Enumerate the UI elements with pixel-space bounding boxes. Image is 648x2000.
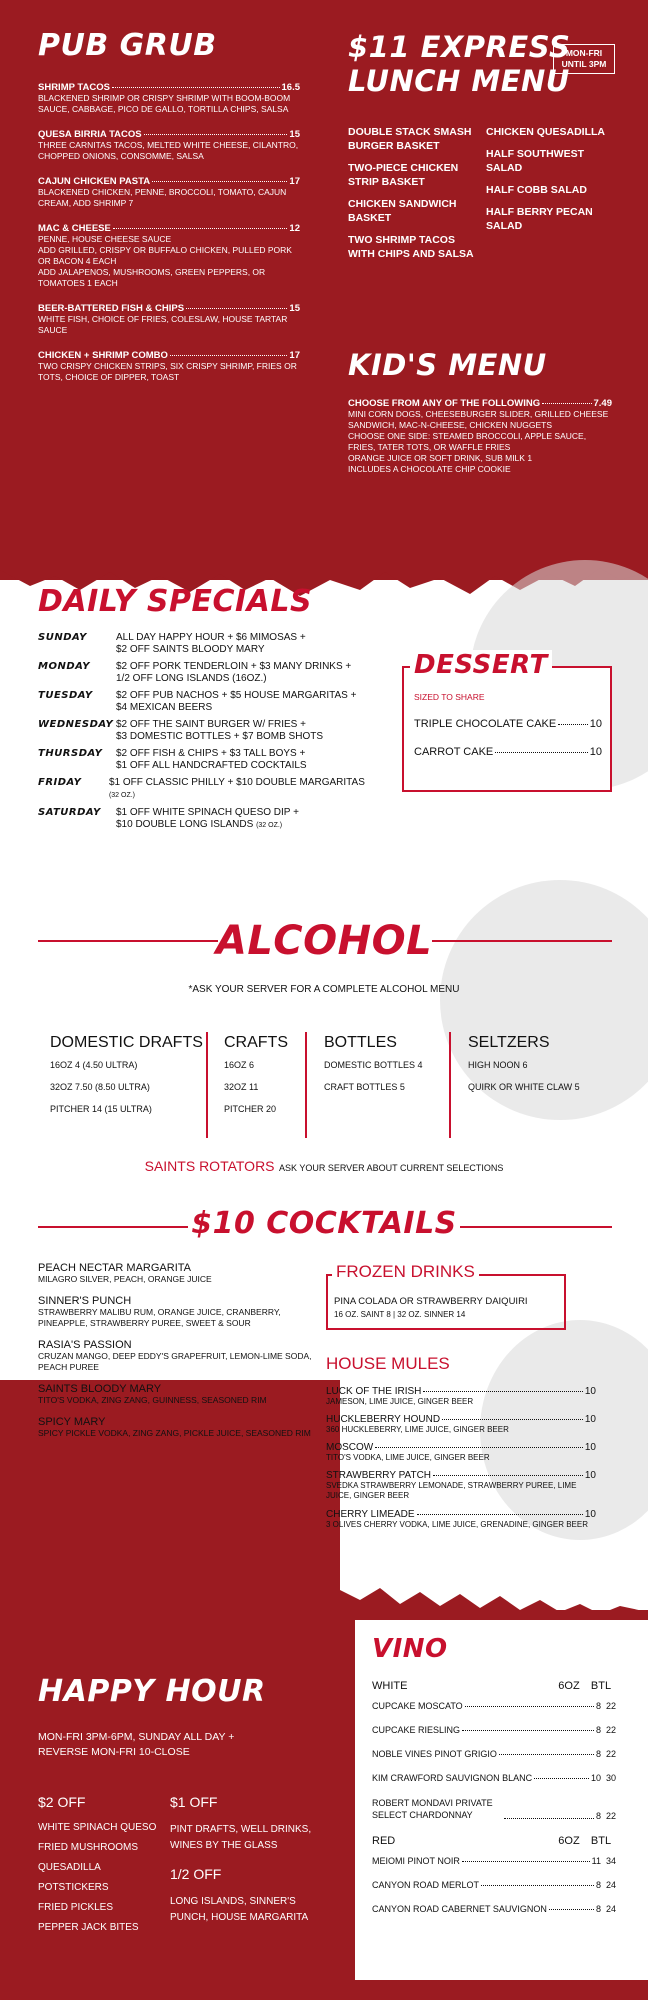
vino-title: VINO [372, 1634, 448, 1664]
column-title: BOTTLES [324, 1034, 397, 1051]
mule-item [326, 1386, 596, 1406]
mule-price: 10 [584, 1470, 596, 1481]
special-line: $1 OFF WHITE SPINACH QUESO DIP + [116, 807, 299, 818]
wine-name: MEIOMI PINOT NOIR [372, 1856, 460, 1866]
cocktails-list [38, 1262, 318, 1439]
item-desc: WHITE FISH, CHOICE OF FRIES, COLESLAW, HOUSE TARTAR SAUCE [38, 314, 288, 335]
special-note: (32 OZ.) [256, 822, 283, 829]
item-name: CAJUN CHICKEN PASTA [38, 176, 151, 187]
wine-row [372, 1749, 616, 1759]
column-line: PITCHER 14 (15 ULTRA) [50, 1104, 152, 1114]
rotators-label: SAINTS ROTATORS [144, 1158, 275, 1174]
special-day: SUNDAY [38, 632, 87, 643]
item-price: 15 [289, 303, 300, 314]
off2-item: POTSTICKERS [38, 1882, 109, 1893]
happy-hour-times [38, 1730, 234, 1760]
special-row [38, 748, 368, 772]
wine-glass: 10 [590, 1773, 601, 1783]
vino-header-white [372, 1680, 616, 1692]
wine-row [372, 1880, 616, 1890]
wine-row [372, 1797, 616, 1821]
lunch-item: CHICKEN QUESADILLA [486, 126, 606, 138]
mule-price: 10 [584, 1442, 596, 1453]
cocktail-item [38, 1383, 318, 1406]
mule-item [326, 1442, 596, 1462]
kids-line: INCLUDES A CHOCOLATE CHIP COOKIE [348, 464, 511, 474]
frozen-sub: 16 OZ. SAINT 8 | 32 OZ. SINNER 14 [334, 1310, 466, 1319]
cocktail-desc: MILAGRO SILVER, PEACH, ORANGE JUICE [38, 1274, 212, 1284]
kids-price: 7.49 [593, 398, 612, 409]
item-desc: BLACKENED CHICKEN, PENNE, BROCCOLI, TOMATO, CAJUN CREAM, ADD SHRIMP 7 [38, 187, 287, 208]
wine-name: KIM CRAWFORD SAUVIGNON BLANC [372, 1773, 533, 1783]
column-line: PITCHER 20 [224, 1104, 277, 1114]
item-desc: PENNE, HOUSE CHEESE SAUCE [38, 234, 172, 244]
off2-item: WHITE SPINACH QUESO [38, 1822, 157, 1833]
column-line: 16OZ 4 (4.50 ULTRA) [50, 1060, 138, 1070]
mule-item [326, 1414, 596, 1434]
badge-line: MON-FRI [565, 48, 603, 58]
dessert-subtitle: SIZED TO SHARE [414, 692, 485, 702]
column-line: 32OZ 7.50 (8.50 ULTRA) [50, 1082, 150, 1092]
wine-glass: 8 [595, 1749, 601, 1759]
item-desc: TWO CRISPY CHICKEN STRIPS, SIX CRISPY SHRIMP, FRIES OR TOTS, CHOICE OF DIPPER, TOAST [38, 361, 297, 382]
special-row [38, 719, 368, 743]
special-line: $2 OFF FISH & CHIPS + $3 TALL BOYS + [116, 748, 306, 759]
lunch-item: TWO SHRIMP TACOS WITH CHIPS AND SALSA [348, 234, 474, 260]
cocktail-desc: STRAWBERRY MALIBU RUM, ORANGE JUICE, CRANBERRY, PINEAPPLE, STRAWBERRY PUREE, SWEET & SOUR [38, 1307, 281, 1328]
dessert-name: CARROT CAKE [414, 746, 494, 758]
special-line: 1/2 OFF LONG ISLANDS (16OZ.) [116, 673, 267, 684]
mule-desc: JAMESON, LIME JUICE, GINGER BEER [326, 1397, 474, 1406]
vino-header-red [372, 1835, 616, 1847]
special-line: $2 OFF PORK TENDERLOIN + $3 MANY DRINKS + [116, 661, 352, 672]
lunch-item: HALF SOUTHWEST SALAD [486, 148, 584, 174]
pub-grub-list [38, 82, 300, 383]
special-line: $1 OFF ALL HANDCRAFTED COCKTAILS [116, 760, 307, 771]
special-line: $1 OFF CLASSIC PHILLY + $10 DOUBLE MARGARITAS [108, 777, 365, 788]
dessert-list [414, 718, 602, 758]
menu-item [38, 223, 300, 289]
special-day: FRIDAY [38, 777, 82, 788]
column-title: SELTZERS [468, 1034, 550, 1051]
wine-name: CUPCAKE MOSCATO [372, 1701, 463, 1711]
alcohol-column [468, 1034, 608, 1092]
mule-name: HUCKLEBERRY HOUND [326, 1414, 441, 1425]
cocktail-item [38, 1295, 318, 1329]
item-name: SHRIMP TACOS [38, 82, 110, 93]
lunch-item: HALF BERRY PECAN SALAD [486, 206, 593, 232]
item-price: 16.5 [281, 82, 300, 93]
special-row [38, 632, 368, 656]
express-lunch-title-line: LUNCH MENU [348, 64, 570, 98]
item-name: QUESA BIRRIA TACOS [38, 129, 142, 140]
off2-item: FRIED PICKLES [38, 1902, 114, 1913]
kids-menu-body [348, 398, 612, 475]
wine-btl: 22 [605, 1701, 616, 1711]
daily-specials-list [38, 632, 368, 832]
off2-item: FRIED MUSHROOMS [38, 1842, 138, 1853]
mule-desc: 3 OLIVES CHERRY VODKA, LIME JUICE, GRENADINE, GINGER BEER [326, 1520, 588, 1529]
mule-item [326, 1470, 596, 1501]
lunch-item: TWO-PIECE CHICKEN STRIP BASKET [348, 162, 459, 188]
dessert-item [414, 718, 602, 730]
mule-desc: SVEDKA STRAWBERRY LEMONADE, STRAWBERRY PUREE, LIME JUICE, GINGER BEER [326, 1481, 577, 1500]
special-line: $2 OFF SAINTS BLOODY MARY [116, 644, 265, 655]
express-lunch-title-line: $11 EXPRESS [348, 30, 571, 64]
vino-col-btl: BTL [590, 1835, 612, 1847]
wine-glass: 8 [595, 1904, 601, 1914]
special-day: WEDNESDAY [38, 719, 114, 730]
wine-glass: 8 [595, 1725, 601, 1735]
alcohol-column [324, 1034, 444, 1092]
column-divider [449, 1032, 451, 1138]
off1-title: $1 OFF [170, 1794, 218, 1810]
item-addon: ADD GRILLED, CRISPY OR BUFFALO CHICKEN, PULLED PORK OR BACON 4 EACH [38, 245, 292, 266]
dessert-title: DESSERT [410, 650, 552, 680]
off2-item: QUESADILLA [38, 1862, 101, 1873]
item-desc: BLACKENED SHRIMP OR CRISPY SHRIMP WITH BOOM-BOOM SAUCE, CABBAGE, PICO DE GALLO, TORTILLA CHIPS, SALSA [38, 93, 291, 114]
column-divider [206, 1032, 208, 1138]
wine-glass: 8 [595, 1811, 601, 1821]
express-lunch-left-list [348, 125, 478, 261]
menu-item [38, 129, 300, 162]
wine-row [372, 1701, 616, 1711]
mule-name: MOSCOW [326, 1442, 374, 1453]
kids-line: ORANGE JUICE OR SOFT DRINK, SUB MILK 1 [348, 453, 533, 463]
special-row [38, 777, 368, 802]
alcohol-column [50, 1034, 210, 1114]
column-line: QUIRK OR WHITE CLAW 5 [468, 1082, 580, 1092]
pub-grub-title: PUB GRUB [38, 28, 217, 63]
lunch-item: HALF COBB SALAD [486, 184, 587, 196]
menu-item [38, 350, 300, 383]
off2-title: $2 OFF [38, 1794, 86, 1810]
mule-price: 10 [584, 1414, 596, 1425]
cocktail-item [38, 1339, 318, 1373]
kids-line: MINI CORN DOGS, CHEESEBURGER SLIDER, GRILLED CHEESE SANDWICH, MAC-N-CHEESE, CHICKEN NUGGETS [348, 409, 609, 430]
cocktail-desc: SPICY PICKLE VODKA, ZING ZANG, PICKLE JUICE, SEASONED RIM [38, 1428, 311, 1438]
cocktail-desc: TITO'S VODKA, ZING ZANG, GUINNESS, SEASONED RIM [38, 1395, 267, 1405]
item-addon: ADD JALAPENOS, MUSHROOMS, GREEN PEPPERS, OR TOMATOES 1 EACH [38, 267, 266, 288]
lunch-item: CHICKEN SANDWICH BASKET [348, 198, 457, 224]
wine-btl: 22 [605, 1811, 616, 1821]
cocktail-name: RASIA'S PASSION [38, 1339, 132, 1351]
dessert-price: 10 [589, 746, 602, 758]
special-line: $10 DOUBLE LONG ISLANDS [116, 819, 254, 830]
cocktail-desc: CRUZAN MANGO, DEEP EDDY'S GRAPEFRUIT, LEMON-LIME SODA, PEACH PUREE [38, 1351, 312, 1372]
wine-name: NOBLE VINES PINOT GRIGIO [372, 1749, 497, 1759]
mule-item [326, 1509, 596, 1529]
item-name: MAC & CHEESE [38, 223, 111, 234]
vino-white-label: WHITE [372, 1680, 408, 1692]
cocktail-name: SINNER'S PUNCH [38, 1295, 132, 1307]
mule-name: LUCK OF THE IRISH [326, 1386, 422, 1397]
item-desc: THREE CARNITAS TACOS, MELTED WHITE CHEESE, CILANTRO, CHOPPED ONIONS, CONSOMME, SALSA [38, 140, 299, 161]
menu-item [38, 82, 300, 115]
happy-hour-2off [38, 1794, 163, 1933]
cocktail-name: SPICY MARY [38, 1416, 106, 1428]
column-line: CRAFT BOTTLES 5 [324, 1082, 405, 1092]
column-divider [305, 1032, 307, 1138]
frozen-title: FROZEN DRINKS [332, 1262, 479, 1282]
wine-btl: 34 [605, 1856, 616, 1866]
item-price: 17 [289, 350, 300, 361]
item-price: 17 [289, 176, 300, 187]
wine-row [372, 1904, 616, 1914]
off2-item: PEPPER JACK BITES [38, 1922, 139, 1933]
badge-line: UNTIL 3PM [561, 59, 607, 69]
daily-specials-title: DAILY SPECIALS [38, 584, 313, 619]
special-line: $2 OFF THE SAINT BURGER W/ FRIES + [116, 719, 306, 730]
column-line: 16OZ 6 [224, 1060, 255, 1070]
off1-text: PINT DRAFTS, WELL DRINKS, WINES BY THE GLASS [170, 1824, 312, 1851]
mules-list [326, 1386, 596, 1529]
wine-btl: 24 [605, 1904, 616, 1914]
happy-hour-time-line: REVERSE MON-FRI 10-CLOSE [38, 1746, 190, 1758]
cocktail-name: PEACH NECTAR MARGARITA [38, 1262, 191, 1274]
item-price: 15 [289, 129, 300, 140]
kids-line: CHOOSE ONE SIDE: STEAMED BROCCOLI, APPLE SAUCE, FRIES, TATER TOTS, OR WAFFLE FRIES [348, 431, 587, 452]
half-text: LONG ISLANDS, SINNER'S PUNCH, HOUSE MARGARITA [170, 1896, 309, 1923]
express-lunch-right-list [486, 125, 616, 233]
column-line: 32OZ 11 [224, 1082, 259, 1092]
menu-item [38, 176, 300, 209]
wine-btl: 22 [605, 1725, 616, 1735]
column-line: DOMESTIC BOTTLES 4 [324, 1060, 423, 1070]
item-price: 12 [289, 223, 300, 234]
mule-desc: TITO'S VODKA, LIME JUICE, GINGER BEER [326, 1453, 490, 1462]
happy-hour-title: HAPPY HOUR [38, 1674, 266, 1709]
wine-name: CUPCAKE RIESLING [372, 1725, 461, 1735]
dessert-name: TRIPLE CHOCOLATE CAKE [414, 718, 557, 730]
mules-title: HOUSE MULES [326, 1354, 450, 1373]
express-lunch-title [348, 30, 570, 98]
special-day: SATURDAY [38, 807, 101, 818]
special-day: TUESDAY [38, 690, 93, 701]
wine-glass: 8 [595, 1701, 601, 1711]
cocktail-name: SAINTS BLOODY MARY [38, 1383, 162, 1395]
happy-hour-1off [170, 1794, 320, 1926]
cocktail-item [38, 1262, 318, 1285]
wine-name: CANYON ROAD CABERNET SAUVIGNON [372, 1904, 547, 1914]
vino-red-label: RED [372, 1835, 396, 1847]
wine-row [372, 1725, 616, 1735]
rotators-note: ASK YOUR SERVER ABOUT CURRENT SELECTIONS [278, 1163, 504, 1173]
special-row [38, 661, 368, 685]
cocktails-title: $10 COCKTAILS [191, 1206, 457, 1241]
item-name: CHICKEN + SHRIMP COMBO [38, 350, 168, 361]
wine-row [372, 1773, 616, 1783]
mule-price: 10 [584, 1386, 596, 1397]
wine-name: CANYON ROAD MERLOT [372, 1880, 480, 1890]
express-lunch-badge [553, 44, 615, 74]
kids-heading: CHOOSE FROM ANY OF THE FOLLOWING [348, 398, 541, 409]
column-title: CRAFTS [224, 1034, 288, 1051]
dessert-item [414, 746, 602, 758]
special-row [38, 807, 368, 832]
alcohol-column [224, 1034, 304, 1114]
column-title: DOMESTIC DRAFTS [50, 1034, 203, 1051]
special-row [38, 690, 368, 714]
wine-glass: 11 [591, 1856, 601, 1866]
menu-item [38, 303, 300, 336]
wine-row [372, 1856, 616, 1866]
mule-price: 10 [584, 1509, 596, 1520]
alcohol-note: *ASK YOUR SERVER FOR A COMPLETE ALCOHOL MENU [188, 984, 460, 995]
mule-name: STRAWBERRY PATCH [326, 1470, 432, 1481]
happy-hour-time-line: MON-FRI 3PM-6PM, SUNDAY ALL DAY + [38, 1731, 235, 1743]
special-line: ALL DAY HAPPY HOUR + $6 MIMOSAS + [116, 632, 306, 643]
special-line: $3 DOMESTIC BOTTLES + $7 BOMB SHOTS [116, 731, 323, 742]
frozen-line: PINA COLADA OR STRAWBERRY DAIQUIRI [334, 1296, 528, 1307]
wine-btl: 24 [605, 1880, 616, 1890]
half-title: 1/2 OFF [170, 1866, 222, 1882]
wine-btl: 30 [605, 1773, 616, 1783]
lunch-item: DOUBLE STACK SMASH BURGER BASKET [348, 126, 472, 152]
special-line: $4 MEXICAN BEERS [116, 702, 213, 713]
mule-desc: 360 HUCKLEBERRY, LIME JUICE, GINGER BEER [326, 1425, 509, 1434]
special-day: THURSDAY [38, 748, 103, 759]
dessert-price: 10 [589, 718, 602, 730]
column-line: HIGH NOON 6 [468, 1060, 528, 1070]
kids-menu-title: KID'S MENU [348, 348, 547, 382]
alcohol-title: ALCOHOL [215, 918, 433, 964]
mule-name: CHERRY LIMEADE [326, 1509, 415, 1520]
cocktail-item [38, 1416, 318, 1439]
vino-list [372, 1680, 616, 1914]
vino-col-btl: BTL [590, 1680, 612, 1692]
item-name: BEER-BATTERED FISH & CHIPS [38, 303, 185, 314]
wine-name: ROBERT MONDAVI PRIVATE SELECT CHARDONNAY [372, 1798, 493, 1820]
vino-col-6oz: 6OZ [558, 1680, 580, 1692]
wine-glass: 8 [595, 1880, 601, 1890]
special-day: MONDAY [38, 661, 90, 672]
wine-btl: 22 [605, 1749, 616, 1759]
saints-rotators [0, 1158, 648, 1176]
special-line: $2 OFF PUB NACHOS + $5 HOUSE MARGARITAS + [116, 690, 357, 701]
special-note: (32 OZ.) [108, 792, 136, 799]
vino-col-6oz: 6OZ [558, 1835, 580, 1847]
